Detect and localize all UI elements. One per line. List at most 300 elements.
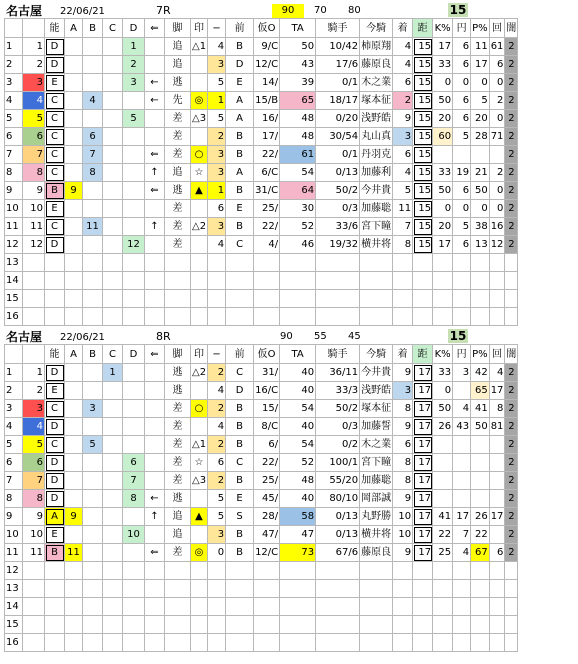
cell-g: [23, 308, 45, 326]
cell-d: 8: [123, 490, 145, 508]
cell-ta: 48: [280, 128, 316, 146]
cell-pp: [471, 616, 490, 634]
cell-d: [123, 436, 145, 454]
cell-en: [453, 472, 471, 490]
cell-ta: [280, 290, 316, 308]
cell-mi: 3: [208, 146, 226, 164]
cell-shirushi: △1: [191, 436, 208, 454]
cell-shirushi: [191, 634, 208, 652]
cell-chaku: 8: [393, 236, 413, 254]
cell-kai: 0: [489, 182, 505, 200]
cell-kp: 0: [433, 74, 453, 92]
header-cell: C: [103, 19, 123, 38]
cell-shirushi: [191, 616, 208, 634]
cell-c: [103, 526, 123, 544]
cell-kyaku: 追: [165, 164, 191, 182]
cell-kyori: 17: [413, 508, 433, 526]
cell-d: [123, 128, 145, 146]
header-cell: 円: [453, 19, 471, 38]
cell-yami: 2: [505, 436, 518, 454]
cell-ko: 47/: [254, 526, 280, 544]
cell-chaku: [393, 598, 413, 616]
cell-d: 3: [123, 74, 145, 92]
race-number-r2: 8R: [156, 330, 171, 343]
cell-en: 7: [453, 526, 471, 544]
cell-kai: [489, 146, 505, 164]
cell-b: 3: [83, 400, 103, 418]
cell-mae: [226, 634, 254, 652]
cell-mi: 3: [208, 164, 226, 182]
cell-en: 43: [453, 418, 471, 436]
row-number: 6: [5, 454, 23, 472]
cell-g: [23, 580, 45, 598]
cell-en: 17: [453, 508, 471, 526]
cell-ar: [145, 236, 165, 254]
cell-kyaku: 逃: [165, 490, 191, 508]
cell-nou: B: [45, 182, 65, 200]
cell-kyaku: 追: [165, 526, 191, 544]
header-blank: [23, 345, 45, 364]
cell-a: [65, 364, 83, 382]
cell-kyori: [413, 254, 433, 272]
cell-ta: 58: [280, 508, 316, 526]
cell-d: [123, 400, 145, 418]
table-row: [5, 562, 518, 580]
cell-kyaku: [165, 308, 191, 326]
header-cell: TA: [280, 19, 316, 38]
cell-pp: 65: [471, 382, 490, 400]
cell-nou: A: [45, 508, 65, 526]
cell-kishu: 0/2: [316, 436, 360, 454]
cell-yami: [505, 634, 518, 652]
cell-kai: [489, 526, 505, 544]
cell-pp: [471, 146, 490, 164]
header-cell: 前: [226, 19, 254, 38]
cell-imakishu: [360, 308, 393, 326]
race-table-r1: [4, 18, 518, 326]
cell-mi: 4: [208, 38, 226, 56]
cell-ko: [254, 598, 280, 616]
cell-imakishu: 丸野勝: [360, 508, 393, 526]
cell-nou: E: [45, 74, 65, 92]
cell-ko: 9/C: [254, 38, 280, 56]
cell-kyori: 17: [413, 454, 433, 472]
cell-d: [123, 562, 145, 580]
cell-kishu: 0/3: [316, 418, 360, 436]
cell-yami: 2: [505, 472, 518, 490]
row-number: 2: [5, 382, 23, 400]
cell-shirushi: △1: [191, 38, 208, 56]
header-cell: 能: [45, 345, 65, 364]
cell-kai: [489, 454, 505, 472]
cell-ta: 40: [280, 382, 316, 400]
cell-c: [103, 382, 123, 400]
cell-mae: A: [226, 92, 254, 110]
cell-pp: 67: [471, 544, 490, 562]
table-row: [5, 254, 518, 272]
cell-kai: [489, 634, 505, 652]
cell-en: [453, 308, 471, 326]
cell-shirushi: ○: [191, 400, 208, 418]
cell-kishu: 50/2: [316, 182, 360, 200]
cell-ar: [145, 110, 165, 128]
cell-nou: [45, 290, 65, 308]
cell-nou: [45, 598, 65, 616]
cell-nou: D: [45, 490, 65, 508]
cell-shirushi: ○: [191, 146, 208, 164]
cell-imakishu: 柿原翔: [360, 38, 393, 56]
cell-pp: [471, 472, 490, 490]
header-row: [5, 345, 518, 364]
cell-mae: B: [226, 526, 254, 544]
cell-en: [453, 634, 471, 652]
cell-kishu: 50/2: [316, 400, 360, 418]
cell-mae: B: [226, 418, 254, 436]
cell-d: [123, 598, 145, 616]
cell-kyaku: [165, 290, 191, 308]
cell-kyori: 15: [413, 182, 433, 200]
cell-mae: A: [226, 164, 254, 182]
cell-yami: 2: [505, 544, 518, 562]
cell-imakishu: 加藤聡: [360, 472, 393, 490]
date-label-r1: 22/06/21: [60, 6, 105, 17]
cell-d: 10: [123, 526, 145, 544]
cell-mi: [208, 616, 226, 634]
table-row: [5, 616, 518, 634]
cell-kyaku: 差: [165, 400, 191, 418]
col-val-1-r1: 90: [272, 4, 304, 18]
cell-chaku: 5: [393, 182, 413, 200]
cell-chaku: 3: [393, 128, 413, 146]
cell-d: 1: [123, 38, 145, 56]
cell-kishu: [316, 272, 360, 290]
row-number: 7: [5, 146, 23, 164]
cell-nou: C: [45, 146, 65, 164]
col-val-2-r2: 55: [314, 331, 327, 342]
cell-shirushi: ☆: [191, 164, 208, 182]
cell-kishu: 10/42: [316, 38, 360, 56]
cell-en: [453, 290, 471, 308]
table-row: [5, 508, 518, 526]
cell-ar: [145, 634, 165, 652]
cell-a: [65, 254, 83, 272]
cell-kp: 60: [433, 128, 453, 146]
header-cell: 距: [413, 19, 433, 38]
cell-mae: [226, 616, 254, 634]
cell-kishu: 33/3: [316, 382, 360, 400]
cell-imakishu: 浅野皓: [360, 382, 393, 400]
cell-a: [65, 400, 83, 418]
cell-ar: [145, 200, 165, 218]
row-number: 8: [5, 490, 23, 508]
cell-c: [103, 598, 123, 616]
cell-kyori: 17: [413, 418, 433, 436]
cell-en: [453, 254, 471, 272]
cell-g: 10: [23, 526, 45, 544]
cell-imakishu: 藤原良: [360, 544, 393, 562]
table-row: [5, 580, 518, 598]
table-row: [5, 418, 518, 436]
cell-ko: 31/C: [254, 182, 280, 200]
cell-yami: 2: [505, 38, 518, 56]
cell-kai: 0: [489, 74, 505, 92]
cell-kyori: 17: [413, 436, 433, 454]
cell-imakishu: 岡部誠: [360, 490, 393, 508]
table-row: [5, 454, 518, 472]
cell-en: 5: [453, 128, 471, 146]
cell-ta: 43: [280, 56, 316, 74]
cell-nou: C: [45, 218, 65, 236]
cell-ko: 45/: [254, 490, 280, 508]
cell-nou: D: [45, 454, 65, 472]
header-cell: 脚: [165, 19, 191, 38]
row-number: 14: [5, 598, 23, 616]
cell-en: 6: [453, 110, 471, 128]
header-blank: [23, 19, 45, 38]
cell-ta: 50: [280, 38, 316, 56]
cell-mae: [226, 272, 254, 290]
cell-en: 6: [453, 182, 471, 200]
col-val-2-r1: 70: [314, 5, 327, 16]
cell-imakishu: 横井将: [360, 236, 393, 254]
table-row: [5, 92, 518, 110]
cell-shirushi: ▲: [191, 182, 208, 200]
cell-pp: 38: [471, 218, 490, 236]
cell-yami: 2: [505, 526, 518, 544]
cell-shirushi: [191, 254, 208, 272]
cell-yami: [505, 254, 518, 272]
cell-kai: 2: [489, 164, 505, 182]
cell-mi: 4: [208, 382, 226, 400]
cell-chaku: 6: [393, 436, 413, 454]
cell-pp: 22: [471, 526, 490, 544]
table-row: [5, 598, 518, 616]
cell-a: [65, 562, 83, 580]
cell-imakishu: 藤原良: [360, 56, 393, 74]
table-row: [5, 634, 518, 652]
cell-shirushi: ◎: [191, 92, 208, 110]
cell-kp: 20: [433, 218, 453, 236]
row-number: 4: [5, 92, 23, 110]
race-table-r2: [4, 344, 518, 652]
cell-kishu: 0/1: [316, 74, 360, 92]
cell-b: [83, 544, 103, 562]
cell-g: 5: [23, 436, 45, 454]
cell-kp: [433, 290, 453, 308]
header-cell: K%: [433, 345, 453, 364]
cell-c: [103, 418, 123, 436]
cell-shirushi: [191, 308, 208, 326]
cell-kp: [433, 598, 453, 616]
header-cell: ⇐: [145, 345, 165, 364]
cell-kyaku: 差: [165, 418, 191, 436]
cell-c: [103, 200, 123, 218]
cell-a: [65, 436, 83, 454]
cell-a: [65, 218, 83, 236]
cell-g: 6: [23, 128, 45, 146]
cell-imakishu: 丹羽克: [360, 146, 393, 164]
cell-d: [123, 544, 145, 562]
cell-imakishu: [360, 616, 393, 634]
cell-c: [103, 472, 123, 490]
cell-c: [103, 236, 123, 254]
cell-imakishu: [360, 634, 393, 652]
header-cell: 回: [489, 345, 505, 364]
cell-kp: 33: [433, 164, 453, 182]
cell-kp: [433, 634, 453, 652]
table-row: [5, 544, 518, 562]
cell-kyori: 15: [413, 92, 433, 110]
cell-kyaku: 差: [165, 218, 191, 236]
cell-chaku: 2: [393, 92, 413, 110]
venue-label-r1: 名古屋: [6, 4, 43, 18]
cell-kishu: 80/10: [316, 490, 360, 508]
cell-c: [103, 254, 123, 272]
cell-ar: [145, 400, 165, 418]
cell-ta: [280, 616, 316, 634]
cell-kp: 0: [433, 200, 453, 218]
cell-kp: [433, 580, 453, 598]
cell-yami: [505, 308, 518, 326]
table-row: [5, 290, 518, 308]
cell-kai: [489, 290, 505, 308]
cell-mae: C: [226, 236, 254, 254]
cell-nou: C: [45, 164, 65, 182]
cell-en: 5: [453, 218, 471, 236]
cell-kishu: [316, 598, 360, 616]
cell-mi: [208, 580, 226, 598]
cell-shirushi: △3: [191, 110, 208, 128]
cell-mae: B: [226, 544, 254, 562]
cell-chaku: 7: [393, 218, 413, 236]
cell-kp: 33: [433, 56, 453, 74]
cell-g: 8: [23, 490, 45, 508]
cell-mi: 6: [208, 200, 226, 218]
cell-b: [83, 110, 103, 128]
cell-kishu: 33/6: [316, 218, 360, 236]
cell-shirushi: [191, 526, 208, 544]
cell-kp: [433, 272, 453, 290]
cell-ko: 15/: [254, 400, 280, 418]
cell-yami: 2: [505, 218, 518, 236]
cell-c: [103, 436, 123, 454]
cell-kyaku: 差: [165, 110, 191, 128]
header-cell: 仮O: [254, 345, 280, 364]
cell-a: [65, 146, 83, 164]
header-cell: P%: [471, 345, 490, 364]
cell-g: 1: [23, 364, 45, 382]
header-cell: 円: [453, 345, 471, 364]
cell-c: [103, 544, 123, 562]
cell-b: [83, 364, 103, 382]
cell-chaku: 4: [393, 38, 413, 56]
cell-ko: 22/: [254, 146, 280, 164]
row-number: 6: [5, 128, 23, 146]
cell-kyori: 17: [413, 472, 433, 490]
cell-yami: 2: [505, 200, 518, 218]
cell-ar: [145, 128, 165, 146]
row-number: 10: [5, 526, 23, 544]
cell-en: 19: [453, 164, 471, 182]
cell-yami: 2: [505, 236, 518, 254]
cell-ar: [145, 454, 165, 472]
cell-kishu: [316, 580, 360, 598]
cell-b: [83, 200, 103, 218]
cell-nou: B: [45, 544, 65, 562]
cell-b: [83, 38, 103, 56]
cell-kyori: 15: [413, 110, 433, 128]
cell-imakishu: 木之業: [360, 436, 393, 454]
cell-kyori: [413, 598, 433, 616]
cell-c: [103, 490, 123, 508]
cell-chaku: 9: [393, 544, 413, 562]
cell-pp: [471, 436, 490, 454]
cell-nou: [45, 580, 65, 598]
cell-kishu: 30/54: [316, 128, 360, 146]
cell-kai: 4: [489, 364, 505, 382]
cell-ta: [280, 598, 316, 616]
cell-kyaku: 差: [165, 454, 191, 472]
cell-ko: [254, 308, 280, 326]
header-cell: 距: [413, 345, 433, 364]
cell-mi: [208, 272, 226, 290]
cell-ko: 25/: [254, 472, 280, 490]
cell-b: 5: [83, 436, 103, 454]
col-val-3-r1: 80: [348, 5, 361, 16]
cell-ar: [145, 472, 165, 490]
cell-kyaku: 差: [165, 436, 191, 454]
cell-c: [103, 92, 123, 110]
cell-kp: [433, 254, 453, 272]
cell-ta: 48: [280, 110, 316, 128]
header-cell: 回: [489, 19, 505, 38]
cell-ta: [280, 634, 316, 652]
cell-d: 5: [123, 110, 145, 128]
cell-mae: B: [226, 400, 254, 418]
cell-kyori: 15: [413, 164, 433, 182]
cell-kyaku: 差: [165, 128, 191, 146]
cell-kishu: [316, 290, 360, 308]
cell-yami: 2: [505, 128, 518, 146]
cell-c: [103, 56, 123, 74]
row-number: 10: [5, 200, 23, 218]
cell-shirushi: ◎: [191, 544, 208, 562]
cell-yami: [505, 598, 518, 616]
cell-mi: 5: [208, 110, 226, 128]
cell-pp: [471, 290, 490, 308]
cell-kishu: 18/17: [316, 92, 360, 110]
cell-kishu: [316, 308, 360, 326]
cell-mae: [226, 598, 254, 616]
header-cell: 前: [226, 345, 254, 364]
cell-pp: 0: [471, 200, 490, 218]
cell-mae: S: [226, 508, 254, 526]
cell-shirushi: [191, 580, 208, 598]
row-number: 13: [5, 254, 23, 272]
cell-mi: 5: [208, 490, 226, 508]
cell-pp: 13: [471, 236, 490, 254]
cell-b: [83, 598, 103, 616]
cell-c: [103, 616, 123, 634]
cell-a: [65, 382, 83, 400]
cell-yami: [505, 562, 518, 580]
cell-chaku: 10: [393, 508, 413, 526]
table-row: [5, 38, 518, 56]
cell-ko: [254, 254, 280, 272]
cell-a: [65, 56, 83, 74]
cell-ta: [280, 308, 316, 326]
cell-ar: [145, 272, 165, 290]
